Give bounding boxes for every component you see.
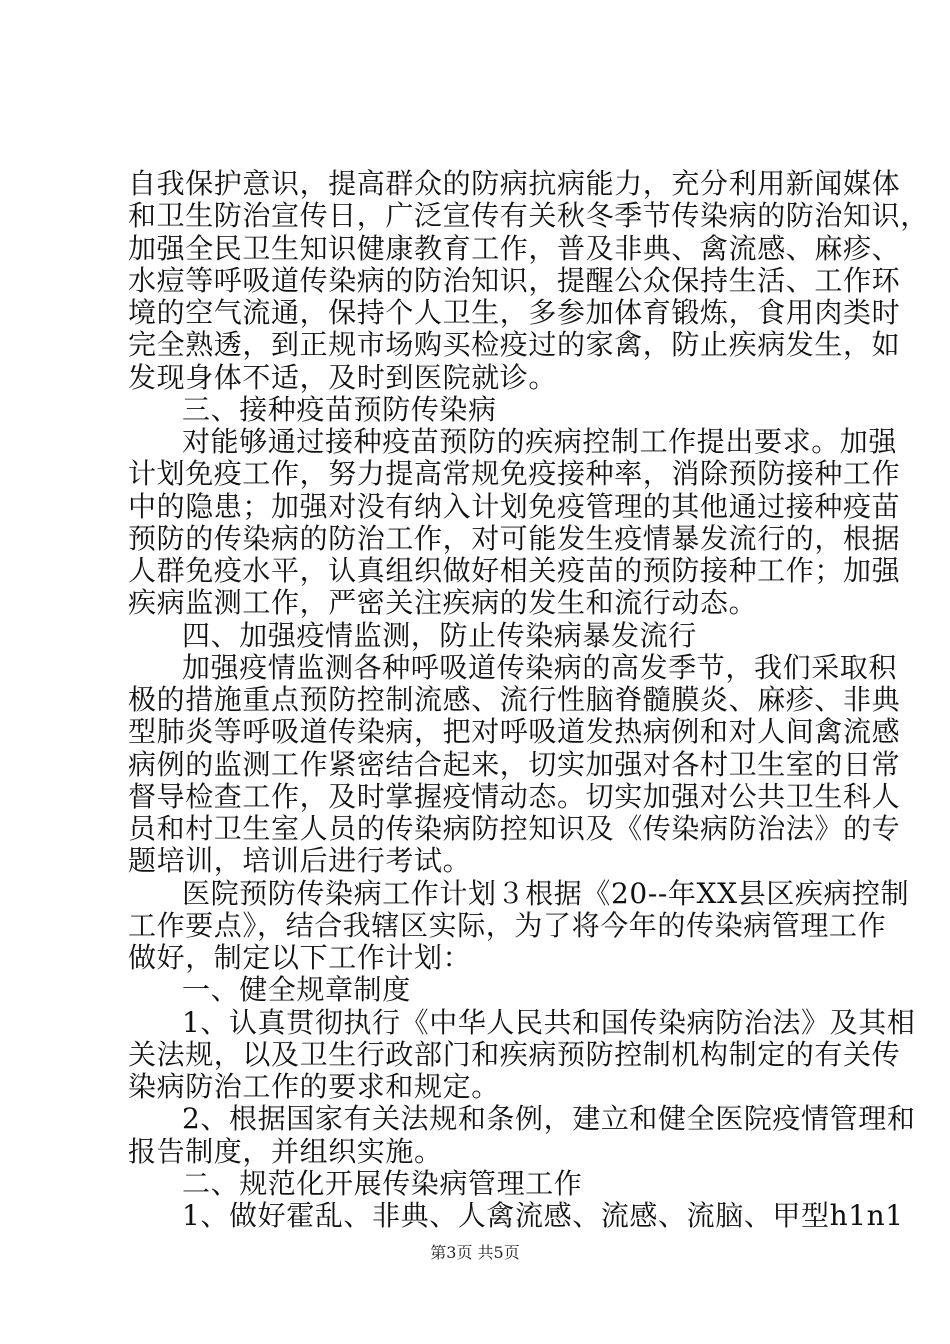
- text-line: 督导检查工作，及时掌握疫情动态。切实加强对公共卫生科人: [128, 780, 901, 813]
- text-line: 病例的监测工作紧密结合起来，切实加强对各村卫生室的日常: [128, 748, 901, 781]
- text-line: 2、根据国家有关法规和条例，建立和健全医院疫情管理和: [182, 1102, 916, 1135]
- text-line: 人群免疫水平，认真组织做好相关疫苗的预防接种工作；加强: [128, 554, 901, 587]
- text-line: 境的空气流通，保持个人卫生，多参加体育锻炼，食用肉类时: [128, 296, 901, 329]
- text-line: 计划免疫工作，努力提高常规免疫接种率，消除预防接种工作: [128, 457, 901, 490]
- text-line: 疾病监测工作，严密关注疾病的发生和流行动态。: [128, 586, 758, 619]
- section-heading: 三、接种疫苗预防传染病: [182, 393, 497, 426]
- text-line: 预防的传染病的防治工作，对可能发生疫情暴发流行的，根据: [128, 522, 901, 555]
- text-line: 加强全民卫生知识健康教育工作，普及非典、禽流感、麻疹、: [128, 232, 901, 265]
- page-footer: 第3页 共5页: [430, 1243, 520, 1262]
- text-line: 关法规，以及卫生行政部门和疾病预防控制机构制定的有关传: [128, 1038, 901, 1071]
- text-line: 医院预防传染病工作计划３根据《20--年XX县区疾病控制: [182, 877, 910, 910]
- text-line: 型肺炎等呼吸道传染病，把对呼吸道发热病例和对人间禽流感: [128, 715, 901, 748]
- text-line: 和卫生防治宣传日，广泛宣传有关秋冬季节传染病的防治知识，: [128, 199, 929, 232]
- text-line: 自我保护意识，提高群众的防病抗病能力，充分利用新闻媒体: [128, 167, 901, 200]
- text-line: 发现身体不适，及时到医院就诊。: [128, 361, 558, 394]
- text-line: 完全熟透，到正规市场购买检疫过的家禽，防止疾病发生，如: [128, 328, 901, 361]
- section-heading: 一、健全规章制度: [182, 973, 411, 1006]
- section-heading: 四、加强疫情监测，防止传染病暴发流行: [182, 619, 697, 652]
- text-line: 员和村卫生室人员的传染病防控知识及《传染病防治法》的专: [128, 812, 901, 845]
- text-line: 染病防治工作的要求和规定。: [128, 1070, 500, 1103]
- text-line: 加强疫情监测各种呼吸道传染病的高发季节，我们采取积: [182, 651, 898, 684]
- text-line: 做好，制定以下工作计划：: [128, 941, 472, 974]
- text-line: 题培训，培训后进行考试。: [128, 844, 472, 877]
- text-line: 极的措施重点预防控制流感、流行性脑脊髓膜炎、麻疹、非典: [128, 683, 901, 716]
- text-line: 1、做好霍乱、非典、人禽流感、流感、流脑、甲型h1n1: [182, 1199, 904, 1232]
- text-line: 中的隐患；加强对没有纳入计划免疫管理的其他通过接种疫苗: [128, 490, 901, 523]
- text-line: 水痘等呼吸道传染病的防治知识，提醒公众保持生活、工作环: [128, 264, 901, 297]
- section-heading: 二、规范化开展传染病管理工作: [182, 1167, 583, 1200]
- text-line: 1、认真贯彻执行《中华人民共和国传染病防治法》及其相: [182, 1006, 916, 1039]
- text-line: 报告制度，并组织实施。: [128, 1135, 443, 1168]
- text-line: 对能够通过接种疫苗预防的疾病控制工作提出要求。加强: [182, 425, 898, 458]
- text-line: 工作要点》，结合我辖区实际，为了将今年的传染病管理工作: [128, 909, 887, 942]
